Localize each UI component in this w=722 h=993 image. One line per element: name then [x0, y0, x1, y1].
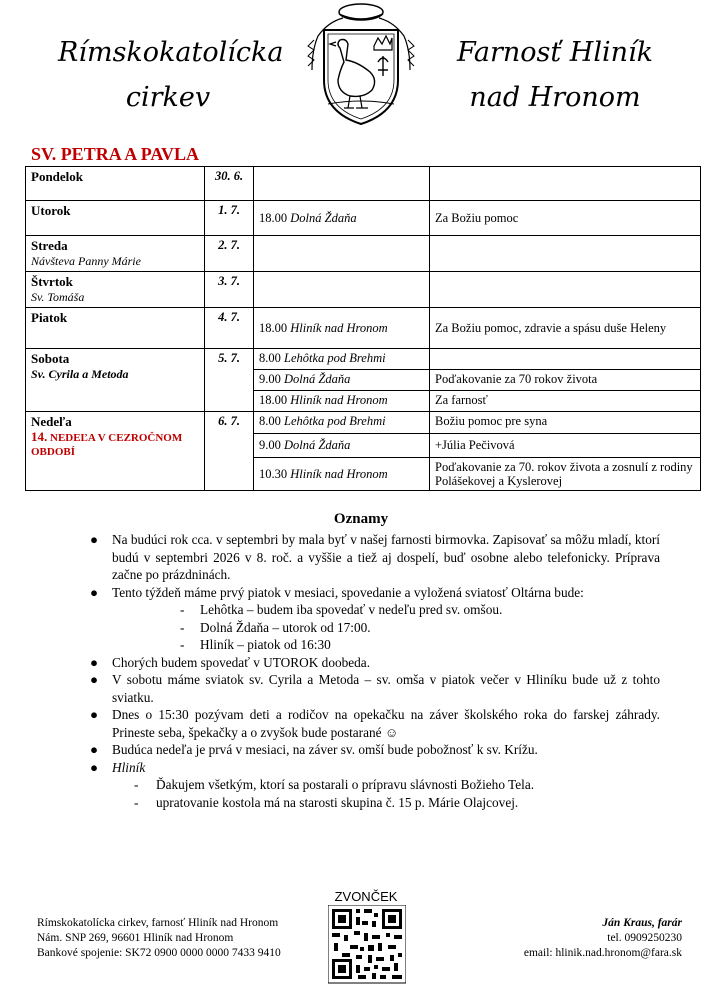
day-name: Utorok — [31, 203, 71, 218]
intention-cell: +Júlia Pečivová — [430, 434, 701, 458]
date-cell: 1. 7. — [205, 201, 254, 236]
list-item — [88, 706, 660, 741]
day-name: Sobota — [31, 351, 70, 366]
qr-label: ZVONČEK — [334, 889, 398, 904]
sunday-title: NEDEĽA V CEZROČNOM OBDOBÍ — [31, 432, 183, 458]
time-cell — [254, 201, 430, 236]
bullet-icon: ● — [90, 584, 99, 600]
dash-icon: - — [180, 637, 185, 652]
day-name: Nedeľa — [31, 414, 72, 429]
date-cell: 4. 7. — [205, 308, 254, 349]
mass-time: 18.00 — [259, 320, 288, 335]
schedule-title: SV. PETRA A PAVLA — [31, 144, 200, 164]
date-cell: 5. 7. — [205, 349, 254, 412]
time-cell — [254, 272, 430, 308]
sunday-number: 14. — [31, 429, 48, 444]
day-cell — [26, 201, 205, 236]
dash-icon: - — [180, 619, 185, 635]
mass-time: 18.00 — [259, 393, 288, 407]
intention-cell: Božiu pomoc pre syna — [430, 412, 701, 434]
dash-icon: - — [134, 777, 139, 792]
mass-place: Dolná Ždaňa — [290, 210, 357, 225]
time-cell — [254, 236, 430, 272]
header-right-line2: nad Hronom — [469, 82, 641, 113]
subitem-text: Ďakujem všetkým, ktorí sa postarali o prípravu slávnosti Božieho Tela. — [156, 777, 535, 792]
day-cell — [26, 272, 205, 308]
mass-time: 8.00 — [259, 414, 281, 428]
mass-schedule-table — [25, 166, 701, 491]
list-item — [88, 654, 660, 672]
header-right-line1: Farnosť Hliník — [456, 37, 654, 68]
table-row — [26, 236, 701, 272]
date-cell: 3. 7. — [205, 272, 254, 308]
intention-cell: Za Božiu pomoc — [430, 201, 701, 236]
item-text: Dnes o 15:30 pozývam deti a rodičov na opekačku na záver školského roka do farskej záhrady. Prineste seba, špekačky a o zvyšok bude postarané ☺ — [112, 707, 660, 740]
list-subitem — [88, 601, 660, 619]
subitem-text: Hliník – piatok od 16:30 — [200, 637, 331, 652]
mass-time: 9.00 — [259, 438, 281, 452]
announcements-list — [88, 531, 660, 811]
list-item — [88, 741, 660, 759]
mass-place: Hliník nad Hronom — [290, 393, 388, 407]
day-cell — [26, 236, 205, 272]
item-text: Tento týždeň máme prvý piatok v mesiaci, spovedanie a vyložená sviatosť Oltárna bude: — [112, 584, 584, 600]
header-left — [58, 30, 284, 120]
date-cell: 6. 7. — [205, 412, 254, 491]
day-feast-red — [31, 430, 199, 459]
day-feast: Sv. Cyrila a Metoda — [31, 367, 129, 381]
time-cell — [254, 349, 430, 370]
footer-street: Nám. SNP 269, 96601 Hliník nad Hronom — [37, 932, 234, 944]
bullet-icon: ● — [90, 654, 99, 670]
item-text: V sobotu máme sviatok sv. Cyrila a Metoda – sv. omša v piatok večer v Hliníku bude už z tohto sviatku. — [112, 672, 660, 705]
subitem-text: Dolná Ždaňa – utorok od 17:00. — [200, 619, 371, 635]
subitem-text: upratovanie kostola má na starosti skupina č. 15 p. Márie Olajcovej. — [156, 794, 519, 810]
time-cell — [254, 308, 430, 349]
day-feast: Návšteva Panny Márie — [31, 254, 141, 268]
list-item — [88, 584, 660, 602]
dash-icon: - — [180, 602, 185, 617]
mass-place: Dolná Ždaňa — [284, 438, 351, 452]
list-item — [88, 759, 660, 777]
day-cell — [26, 349, 205, 412]
list-subitem — [88, 776, 660, 794]
table-row — [26, 167, 701, 201]
footer-org: Rímskokatolícka cirkev, farnosť Hliník nad Hronom — [37, 917, 279, 929]
day-name: Streda — [31, 238, 68, 253]
day-feast: Sv. Tomáša — [31, 290, 85, 304]
mass-time: 10.30 — [259, 466, 288, 481]
day-name: Piatok — [31, 310, 68, 325]
header-left-line2: cirkev — [125, 82, 211, 113]
list-subitem — [88, 794, 660, 812]
bullet-icon: ● — [90, 532, 99, 547]
announcements-title: Oznamy — [333, 511, 389, 527]
bullet-icon: ● — [90, 672, 99, 687]
item-text: Na budúci rok cca. v septembri by mala byť v našej farnosti birmovka. Zapisovať sa môžu mladí, ktorí budú v septembri 2026 v 8. roč. a vyššie a tiež aj dospelí, buď osobne alebo telefonicky. Príprava začne po prázdninách. — [112, 532, 660, 582]
footer-contact — [524, 916, 682, 961]
mass-place: Dolná Ždaňa — [284, 372, 351, 386]
table-row — [26, 349, 701, 370]
list-subitem — [88, 636, 660, 654]
mass-place: Lehôtka pod Brehmi — [284, 414, 386, 428]
item-text: Chorých budem spovedať v UTOROK doobeda. — [112, 654, 371, 670]
qr-code-icon[interactable] — [328, 905, 406, 987]
intention-cell: Poďakovanie za 70 rokov života — [430, 370, 701, 391]
intention-cell: Za Božiu pomoc, zdravie a spásu duše Heleny — [430, 308, 701, 349]
subitem-text: Lehôtka – budem iba spovedať v nedeľu pred sv. omšou. — [200, 602, 503, 617]
table-row — [26, 201, 701, 236]
table-row — [26, 308, 701, 349]
intention-cell — [430, 167, 701, 201]
time-cell — [254, 458, 430, 491]
header-left-line1: Rímskokatolícka — [58, 37, 284, 68]
bullet-icon: ● — [90, 759, 99, 775]
coat-of-arms-icon — [298, 0, 424, 130]
intention-cell — [430, 349, 701, 370]
list-item — [88, 671, 660, 706]
time-cell — [254, 391, 430, 412]
time-cell — [254, 370, 430, 391]
mass-time: 8.00 — [259, 351, 281, 365]
bullet-icon: ● — [90, 742, 99, 757]
bullet-icon: ● — [90, 707, 99, 722]
time-cell — [254, 434, 430, 458]
day-name: Pondelok — [31, 169, 84, 184]
footer-address — [37, 916, 281, 961]
day-cell — [26, 308, 205, 349]
time-cell — [254, 412, 430, 434]
table-row — [26, 412, 701, 434]
footer-bank: Bankové spojenie: SK72 0900 0000 0000 7433 9410 — [37, 947, 281, 959]
mass-place: Lehôtka pod Brehmi — [284, 351, 386, 365]
date-cell: 30. 6. — [205, 167, 254, 201]
intention-cell: Poďakovanie za 70. rokov života a zosnulí z rodiny Polášekovej a Kyslerovej — [430, 458, 701, 491]
priest-name: Ján Kraus, farár — [602, 917, 682, 929]
mass-place: Hliník nad Hronom — [290, 320, 388, 335]
list-subitem — [88, 619, 660, 637]
footer-email[interactable]: email: hlinik.nad.hronom@fara.sk — [523, 947, 682, 959]
date-cell: 2. 7. — [205, 236, 254, 272]
item-text: Hliník — [112, 759, 146, 775]
mass-time: 9.00 — [259, 372, 281, 386]
intention-cell: Za farnosť — [430, 391, 701, 412]
day-name: Štvrtok — [31, 274, 73, 289]
list-item — [88, 531, 660, 584]
mass-place: Hliník nad Hronom — [290, 466, 388, 481]
dash-icon: - — [134, 794, 139, 810]
intention-cell — [430, 236, 701, 272]
mass-time: 18.00 — [259, 210, 288, 225]
header-right — [445, 30, 665, 120]
table-row — [26, 272, 701, 308]
day-cell — [26, 412, 205, 491]
footer-phone: tel. 0909250230 — [607, 932, 682, 944]
time-cell — [254, 167, 430, 201]
intention-cell — [430, 272, 701, 308]
item-text: Budúca nedeľa je prvá v mesiaci, na záver sv. omší bude pobožnosť k sv. Krížu. — [112, 742, 538, 757]
day-cell — [26, 167, 205, 201]
